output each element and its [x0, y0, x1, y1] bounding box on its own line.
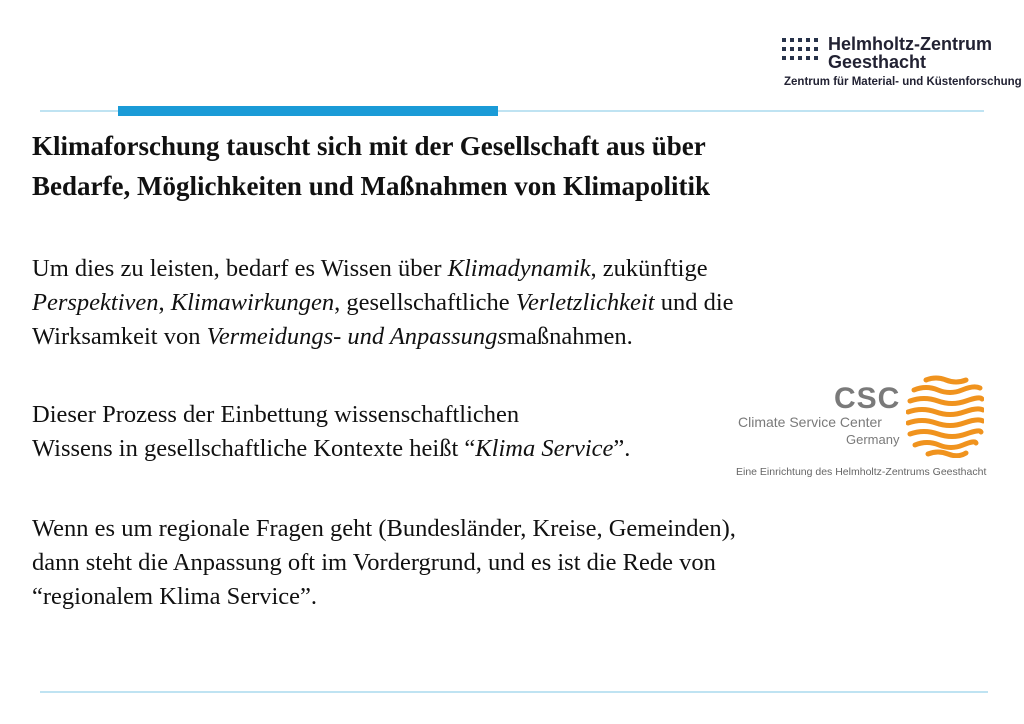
csc-globe-icon — [906, 374, 984, 458]
text: ”. — [613, 435, 631, 462]
term-klima-service: Klima Service — [475, 435, 614, 462]
term-perspektiven: Perspektiven — [32, 289, 159, 316]
paragraph-climate-service-line2 — [32, 432, 832, 466]
paragraph-knowledge-line2 — [32, 286, 952, 320]
paragraph-regional-line1: Wenn es um regionale Fragen geht (Bundesländer, Kreise, Gemeinden), — [32, 515, 736, 542]
csc-acronym: CSC — [834, 382, 901, 415]
slide-title-line2: Bedarfe, Möglichkeiten und Maßnahmen von Klimapolitik — [32, 171, 711, 201]
text: maßnahmen. — [506, 323, 633, 350]
paragraph-knowledge-line3 — [32, 320, 952, 354]
text: Wissens in gesellschaftliche Kontexte heißt “ — [32, 435, 476, 462]
text: und die — [654, 289, 734, 316]
brand-subtitle: Zentrum für Material- und Küstenforschung — [784, 76, 1022, 88]
term-klimawirkungen: Klimawirkungen — [170, 289, 335, 316]
slide-title-line1: Klimaforschung tauscht sich mit der Gesellschaft aus über — [32, 131, 706, 161]
paragraph-climate-service-line1: Dieser Prozess der Einbettung wissenschaftlichen — [32, 401, 520, 428]
paragraph-regional-line3: “regionalem Klima Service”. — [32, 583, 318, 610]
paragraph-knowledge — [32, 252, 952, 354]
text: Um dies zu leisten, bedarf es Wissen über — [32, 255, 448, 282]
term-verletzlichkeit: Verletzlichkeit — [515, 289, 655, 316]
csc-footer: Eine Einrichtung des Helmholtz-Zentrums Geesthacht — [736, 466, 987, 478]
brand-name-line1: Helmholtz-Zentrum — [828, 34, 992, 54]
text: Wirksamkeit von — [32, 323, 207, 350]
text: , gesellschaftliche — [334, 289, 516, 316]
paragraph-regional-line2: dann steht die Anpassung oft im Vordergrund, und es ist die Rede von — [32, 549, 716, 576]
footer-divider — [40, 691, 988, 693]
csc-logo — [736, 372, 986, 480]
hzg-dot-grid-icon — [782, 38, 818, 70]
csc-name: Climate Service Center — [738, 414, 882, 430]
accent-bar — [118, 106, 498, 116]
csc-country: Germany — [846, 432, 900, 447]
paragraph-climate-service — [32, 398, 832, 466]
paragraph-regional — [32, 512, 992, 614]
paragraph-knowledge-line1 — [32, 252, 952, 286]
text: , — [158, 289, 171, 316]
brand-name-line2: Geesthacht — [828, 52, 927, 72]
slide-title — [32, 126, 972, 206]
term-vermeidung-anpassung: Vermeidungs- und Anpassungs — [206, 323, 507, 350]
text: , zukünftige — [590, 255, 708, 282]
term-klimadynamik: Klimadynamik — [447, 255, 591, 282]
hzg-logo — [782, 34, 1022, 96]
